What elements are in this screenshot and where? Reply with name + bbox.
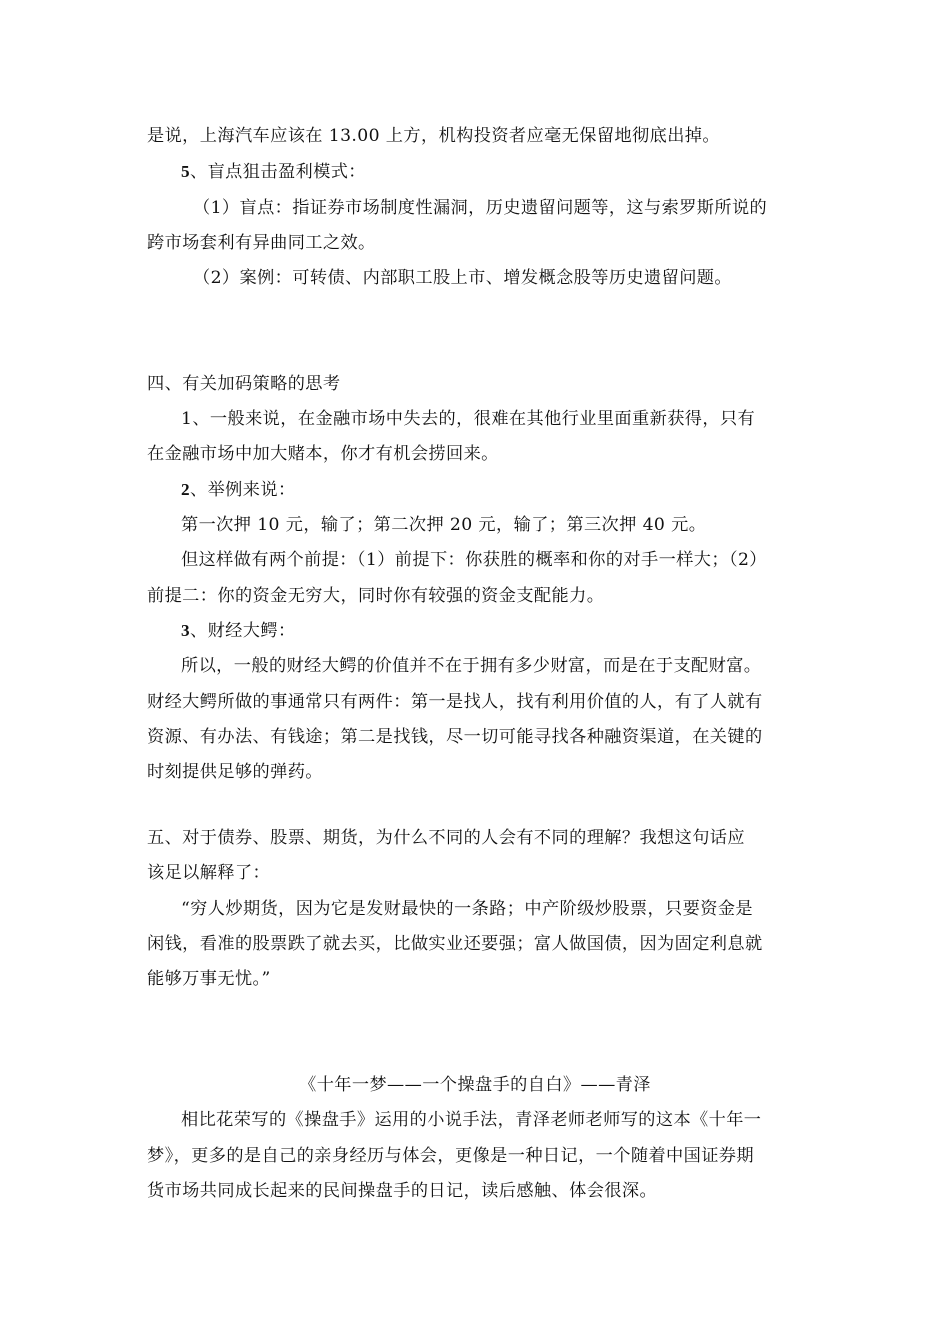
paragraph-line: 跨市场套利有异曲同工之效。 bbox=[147, 233, 376, 253]
section-heading-five-cont: 该足以解释了： bbox=[147, 863, 271, 883]
paragraph-line: 梦》，更多的是自己的亲身经历与体会，更像是一种日记，一个随着中国证券期 bbox=[147, 1146, 754, 1166]
subheading-text: 、盲点狙击盈利模式： bbox=[190, 162, 366, 182]
paragraph-line: 时刻提供足够的弹药。 bbox=[147, 762, 323, 782]
section-heading-five: 五、对于债券、股票、期货，为什么不同的人会有不同的理解？我想这句话应 bbox=[147, 828, 745, 848]
paragraph-line: 第一次押 10 元，输了；第二次押 20 元，输了；第三次押 40 元。 bbox=[181, 515, 707, 535]
subheading-blind-spot bbox=[181, 160, 366, 184]
subheading-number: 3 bbox=[181, 621, 190, 640]
paragraph-line: 前提二：你的资金无穷大，同时你有较强的资金支配能力。 bbox=[147, 586, 605, 606]
subheading-text: 、财经大鳄： bbox=[190, 621, 296, 641]
paragraph-line: 资源、有办法、有钱途；第二是找钱，尽一切可能寻找各种融资渠道，在关键的 bbox=[147, 727, 763, 747]
paragraph-line: 相比花荣写的《操盘手》运用的小说手法，青泽老师老师写的这本《十年一 bbox=[181, 1110, 762, 1130]
subheading-number: 2 bbox=[181, 480, 190, 499]
paragraph-line: 1、一般来说，在金融市场中失去的，很难在其他行业里面重新获得，只有 bbox=[181, 409, 756, 429]
paragraph-line: 在金融市场中加大赌本，你才有机会捞回来。 bbox=[147, 444, 499, 464]
quote-line: “穷人炒期货，因为它是发财最快的一条路；中产阶级炒股票，只要资金是 bbox=[181, 899, 753, 919]
quote-line: 闲钱，看准的股票跌了就去买，比做实业还要强；富人做国债，因为固定利息就 bbox=[147, 934, 763, 954]
paragraph-line: 是说，上海汽车应该在 13.00 上方，机构投资者应毫无保留地彻底出掉。 bbox=[147, 126, 720, 146]
paragraph-line: 货市场共同成长起来的民间操盘手的日记，读后感触、体会很深。 bbox=[147, 1181, 658, 1201]
paragraph-line: 财经大鳄所做的事通常只有两件：第一是找人，找有利用价值的人，有了人就有 bbox=[147, 692, 763, 712]
subheading-example bbox=[181, 478, 296, 502]
paragraph-line: （2）案例：可转债、内部职工股上市、增发概念股等历史遗留问题。 bbox=[193, 268, 732, 288]
quote-line: 能够万事无忧。” bbox=[147, 969, 271, 989]
subheading-text: 、举例来说： bbox=[190, 480, 296, 500]
paragraph-line: 但这样做有两个前提：（1）前提下：你获胜的概率和你的对手一样大；（2） bbox=[181, 550, 767, 570]
section-heading-four: 四、有关加码策略的思考 bbox=[147, 374, 341, 394]
book-heading: 《十年一梦——一个操盘手的自白》——青泽 bbox=[299, 1075, 651, 1095]
subheading-tycoon bbox=[181, 619, 296, 643]
paragraph-line: （1）盲点：指证券市场制度性漏洞，历史遗留问题等，这与索罗斯所说的 bbox=[193, 198, 768, 218]
paragraph-line: 所以，一般的财经大鳄的价值并不在于拥有多少财富，而是在于支配财富。 bbox=[181, 656, 762, 676]
subheading-number: 5 bbox=[181, 162, 190, 181]
